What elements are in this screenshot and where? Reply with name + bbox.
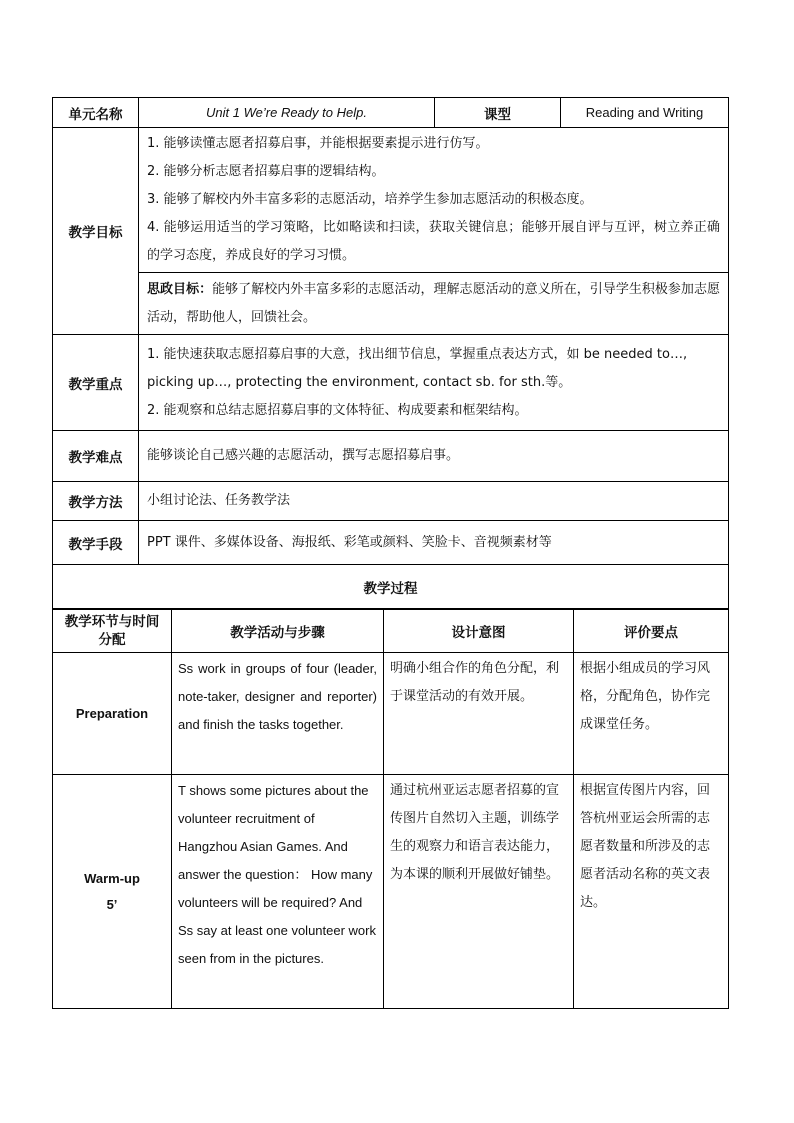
objectives-row: [53, 128, 729, 273]
stage-cell: [53, 775, 172, 1009]
process-row: [53, 775, 729, 1009]
unit-value: Unit 1 We’re Ready to Help.: [139, 98, 435, 128]
means-row: [53, 521, 729, 565]
objective-item: 1. 能够读懂志愿者招募启事，并能根据要素提示进行仿写。: [147, 136, 489, 151]
objective-item: 3. 能够了解校内外丰富多彩的志愿活动，培养学生参加志愿活动的积极态度。: [147, 192, 593, 207]
process-title-row: [53, 565, 729, 609]
evaluation-cell: 根据宣传图片内容，回答杭州亚运会所需的志愿者数量和所涉及的志愿者活动名称的英文表达。: [574, 775, 729, 1009]
key-point-item: 2. 能观察和总结志愿招募启事的文体特征、构成要素和框架结构。: [147, 402, 528, 418]
activities-cell: Ss work in groups of four (leader, note-taker, designer and reporter) and finish the tasks together.: [172, 653, 384, 775]
intent-cell: 通过杭州亚运志愿者招募的宣传图片自然切入主题，训练学生的观察力和语言表达能力，为本课的顺利开展做好铺垫。: [384, 775, 574, 1009]
stage-time: 5’: [106, 896, 118, 912]
stage-name: Preparation: [75, 706, 149, 721]
objectives-cell: [139, 128, 729, 273]
methods-text: 小组讨论法、任务教学法: [139, 482, 729, 521]
evaluation-header: 评价要点: [574, 610, 729, 653]
objective-item: 4. 能够运用适当的学习策略，比如略读和扫读，获取关键信息；能够开展自评与互评，树立养正确的学习态度，养成良好的学习习惯。: [147, 220, 720, 263]
ideology-cell: [139, 273, 729, 335]
means-label: 教学手段: [53, 521, 139, 565]
difficulties-text: 能够谈论自己感兴趣的志愿活动，撰写志愿招募启事。: [139, 431, 729, 482]
process-header-row: [53, 610, 729, 653]
key-points-row: [53, 335, 729, 431]
methods-label: 教学方法: [53, 482, 139, 521]
key-points-cell: [139, 335, 729, 431]
ideology-text: 能够了解校内外丰富多彩的志愿活动，理解志愿活动的意义所在，引导学生积极参加志愿活动，帮助他人，回馈社会。: [147, 281, 720, 325]
unit-row: [53, 98, 729, 128]
objectives-label: 教学目标: [53, 128, 139, 335]
stage-cell: [53, 653, 172, 775]
key-point-item: 1. 能快速获取志愿招募启事的大意，找出细节信息，掌握重点表达方式，如 be needed to…, picking up…, protecting the environment, contact sb. for sth.等。: [147, 346, 688, 390]
difficulties-label: 教学难点: [53, 431, 139, 482]
type-value: Reading and Writing: [561, 98, 729, 128]
stage-name: Warm-up: [84, 870, 140, 886]
stage-header: 教学环节与时间分配: [53, 610, 172, 653]
process-row: [53, 653, 729, 775]
evaluation-cell: 根据小组成员的学习风格，分配角色，协作完成课堂任务。: [574, 653, 729, 775]
means-text: PPT 课件、多媒体设备、海报纸、彩笔或颜料、笑脸卡、音视频素材等: [139, 521, 729, 565]
methods-row: [53, 482, 729, 521]
lesson-info-table: [52, 97, 729, 609]
activities-cell: T shows some pictures about the volunteer recruitment of Hangzhou Asian Games. And answer the question： How many volunteers will be required? And Ss say at least one volunteer work seen from in the pictures.: [172, 775, 384, 1009]
difficulties-row: [53, 431, 729, 482]
ideology-row: [53, 273, 729, 335]
intent-header: 设计意图: [384, 610, 574, 653]
unit-label: 单元名称: [53, 98, 139, 128]
process-title: 教学过程: [53, 565, 729, 609]
intent-cell: 明确小组合作的角色分配，利于课堂活动的有效开展。: [384, 653, 574, 775]
process-table: [52, 609, 729, 1009]
type-label: 课型: [435, 98, 561, 128]
objective-item: 2. 能够分析志愿者招募启事的逻辑结构。: [147, 164, 385, 179]
activities-header: 教学活动与步骤: [172, 610, 384, 653]
ideology-label: 思政目标：: [147, 281, 213, 297]
key-points-label: 教学重点: [53, 335, 139, 431]
